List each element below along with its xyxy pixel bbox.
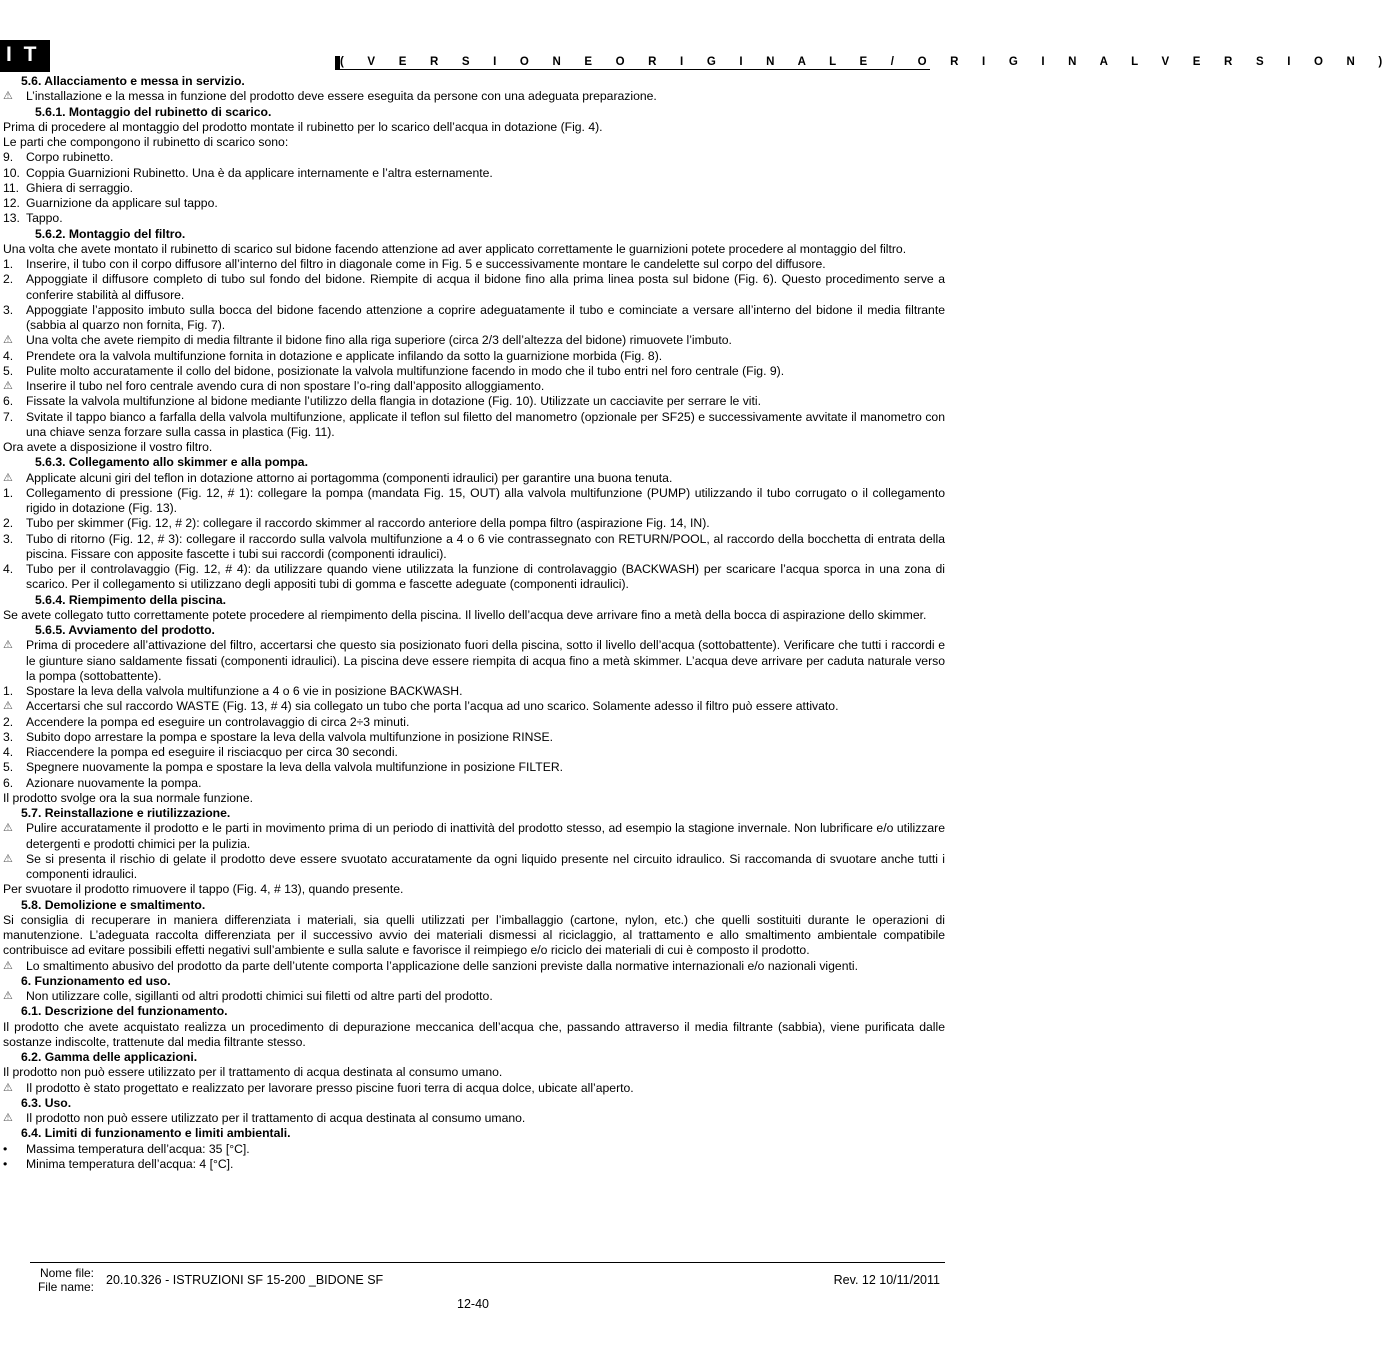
- list-item: 13. Tappo.: [3, 211, 63, 226]
- version-label: ( V E R S I O N E O R I G I N A L E / O R I G I N A L V E R S I O N ): [340, 56, 1393, 68]
- paragraph: Prima di procedere al montaggio del prodotto montate il rubinetto per lo scarico dell’acqua in dotazione (Fig. 4).: [3, 119, 603, 134]
- warning-item: ⚠ Una volta che avete riempito di media filtrante il bidone fino alla riga superiore (circa 2/3 dell’altezza del bidone) rimuovete l’imbuto.: [3, 333, 732, 348]
- list-item: 3. Appoggiate l’apposito imbuto sulla bocca del bidone facendo attenzione a coprire adeguatamente il tubo e cominciate a versare all’interno del bidone il media filtrante (sabbia al quarzo non fornita, Fig. 7).: [3, 302, 945, 332]
- revision: Rev. 12 10/11/2011: [833, 1273, 940, 1287]
- list-item: 2. Accendere la pompa ed eseguire un controlavaggio di circa 2÷3 minuti.: [3, 714, 410, 729]
- subsection-heading: 5.6.3. Collegamento allo skimmer e alla pompa.: [35, 455, 308, 470]
- warning-item: ⚠ L’installazione e la messa in funzione del prodotto deve essere eseguita da persone con una adeguata preparazione.: [3, 89, 657, 104]
- bullet-icon: •: [3, 1141, 8, 1156]
- list-item: 10. Coppia Guarnizioni Rubinetto. Una è da applicare internamente e l’altra esternamente.: [3, 165, 493, 180]
- warning-item: ⚠ Inserire il tubo nel foro centrale avendo cura di non spostare l’o-ring dall’apposito alloggiamento.: [3, 379, 545, 393]
- section-heading: 5.7. Reinstallazione e riutilizzazione.: [21, 806, 231, 820]
- document-body: [3, 74, 945, 1172]
- warning-triangle-icon: ⚠: [3, 822, 13, 835]
- subsection-heading: 5.6.1. Montaggio del rubinetto di scarico.: [35, 104, 272, 119]
- subsection-heading: 5.6.4. Riempimento della piscina.: [35, 592, 227, 607]
- list-item: 6. Azionare nuovamente la pompa.: [3, 775, 202, 790]
- list-item: 5. Pulite molto accuratamente il collo del bidone, posizionate la valvola multifunzione facendo in modo che il tubo entri nel foro centrale (Fig. 9).: [3, 363, 785, 378]
- warning-item: ⚠ Lo smaltimento abusivo del prodotto da parte dell’utente comporta l’applicazione delle sanzioni previste dalla normative internazionali e/o nazionali vigenti.: [3, 958, 858, 973]
- warning-item: ⚠ Il prodotto non può essere utilizzato per il trattamento di acqua destinata al consumo umano.: [3, 1111, 526, 1125]
- list-item: 2. Appoggiate il diffusore completo di tubo sul fondo del bidone. Riempite di acqua il bidone fino alla prima linea posta sul bidone (Fig. 6). Questo procedimento serve a conferire stabilità al diffusore.: [3, 272, 945, 302]
- list-item: 7. Svitate il tappo bianco a farfalla della valvola multifunzione, applicate il teflon sul filetto del manometro (opzionale per SF25) e successivamente avvitate il manometro con una chiave senza forzare sulla cassa in plastica (Fig. 11).: [3, 409, 945, 439]
- warning-triangle-icon: ⚠: [3, 1081, 13, 1094]
- list-item: 6. Fissate la valvola multifunzione al bidone mediante l’utilizzo della flangia in dotazione (Fig. 10). Utilizzate un cacciavite per serrare le viti.: [3, 394, 761, 409]
- filename-label-it: Nome file:: [39, 1266, 94, 1280]
- section-heading: 6.3. Uso.: [21, 1095, 72, 1110]
- warning-item: ⚠ Pulire accuratamente il prodotto e le parti in movimento prima di un periodo di inattività del prodotto stesso, ad esempio la stagione invernale. Non lubrificare e/o utilizzare detergenti e prodotti chimici per la pulizia.: [3, 821, 945, 851]
- warning-triangle-icon: ⚠: [3, 90, 13, 103]
- filename: 20.10.326 - ISTRUZIONI SF 15-200 _BIDONE SF: [106, 1273, 384, 1287]
- warning-item: ⚠ Se si presenta il rischio di gelate il prodotto deve essere svuotato accuratamente da ogni liquido presente nel circuito idraulico. Si raccomanda di svuotare anche tutti i componenti idraulici.: [3, 851, 945, 881]
- list-item: 3. Tubo di ritorno (Fig. 12, # 3): collegare il raccordo sulla valvola multifunzione a 4 o 6 vie contrassegnato con RETURN/POOL, al raccordo della bocchetta di entrata della piscina. Fissare con apposite fascette i tubi sui raccordi (componenti idraulici).: [3, 531, 945, 561]
- page-number: 12-40: [457, 1297, 489, 1311]
- section-heading: 6. Funzionamento ed uso.: [21, 973, 171, 988]
- list-item: 4. Prendete ora la valvola multifunzione fornita in dotazione e applicate infilando da sotto la guarnizione morbida (Fig. 8).: [3, 348, 663, 363]
- list-item: 2. Tubo per skimmer (Fig. 12, # 2): collegare il raccordo skimmer al raccordo anteriore della pompa filtro (aspirazione Fig. 14, IN).: [3, 516, 710, 531]
- list-item: 4. Tubo per il controlavaggio (Fig. 12, # 4): da utilizzare quando viene utilizzata la funzione di controlavaggio (BACKWASH) per scaricare l’acqua sporca in una zona di scarico. Per il collegamento si utilizzano degli appositi tubi di gomma e fascette adeguate (componenti idraulici).: [3, 562, 945, 592]
- paragraph: Il prodotto che avete acquistato realizza un procedimento di depurazione meccanica dell’acqua che, passando attraverso il media filtrante (sabbia), viene purificata dalle sostanze indiscolte, trattenute dal media filtrante stesso.: [3, 1019, 945, 1049]
- list-item: 4. Riaccendere la pompa ed eseguire il risciacquo per circa 30 secondi.: [3, 745, 398, 759]
- list-item: 5. Spegnere nuovamente la pompa e spostare la leva della valvola multifunzione in posizione FILTER.: [3, 760, 564, 775]
- bullet-item: • Massima temperatura dell’acqua: 35 [°C].: [3, 1141, 250, 1156]
- list-item: 12. Guarnizione da applicare sul tappo.: [3, 196, 218, 210]
- section-heading: 6.2. Gamma delle applicazioni.: [21, 1050, 198, 1064]
- list-item: 1. Spostare la leva della valvola multifunzione a 4 o 6 vie in posizione BACKWASH.: [3, 684, 463, 698]
- footer-divider: [30, 1262, 945, 1263]
- warning-triangle-icon: ⚠: [3, 334, 13, 347]
- paragraph: Per svuotare il prodotto rimuovere il tappo (Fig. 4, # 13), quando presente.: [3, 882, 404, 897]
- warning-item: ⚠ Applicate alcuni giri del teflon in dotazione attorno ai portagomma (componenti idraulici) per garantire una buona tenuta.: [3, 470, 673, 485]
- subsection-heading: 5.6.5. Avviamento del prodotto.: [35, 623, 215, 637]
- warning-item: ⚠ Il prodotto è stato progettato e realizzato per lavorare presso piscine fuori terra di acqua dolce, ubicate all’aperto.: [3, 1080, 634, 1095]
- list-item: 1. Inserire, il tubo con il corpo diffusore all’interno del filtro in diagonale come in Fig. 5 e successivamente montare le candelette sul corpo del diffusore.: [3, 257, 826, 271]
- section-heading: 6.1. Descrizione del funzionamento.: [21, 1004, 228, 1019]
- list-item: 9. Corpo rubinetto.: [3, 150, 114, 165]
- paragraph: Ora avete a disposizione il vostro filtro.: [3, 440, 213, 454]
- page-header: [0, 40, 1393, 72]
- warning-triangle-icon: ⚠: [3, 852, 13, 865]
- language-badge: I T: [0, 40, 50, 72]
- section-heading: 6.4. Limiti di funzionamento e limiti ambientali.: [21, 1126, 291, 1141]
- warning-triangle-icon: ⚠: [3, 1112, 13, 1124]
- paragraph: Se avete collegato tutto correttamente potete procedere al riempimento della piscina. Il livello dell’acqua deve arrivare fino a metà della bocca di aspirazione dello skimmer.: [3, 607, 927, 622]
- list-item: 11. Ghiera di serraggio.: [3, 180, 134, 195]
- section-heading: 5.8. Demolizione e smaltimento.: [21, 897, 206, 912]
- section-heading: 5.6. Allacciamento e messa in servizio.: [21, 74, 245, 88]
- subsection-heading: 5.6.2. Montaggio del filtro.: [35, 226, 186, 241]
- warning-triangle-icon: ⚠: [3, 639, 13, 652]
- paragraph: Le parti che compongono il rubinetto di scarico sono:: [3, 135, 289, 149]
- bullet-icon: •: [3, 1156, 8, 1171]
- warning-item: ⚠ Accertarsi che sul raccordo WASTE (Fig. 13, # 4) sia collegato un tubo che porta l’acqua ad uno scarico. Solamente adesso il filtro può essere attivato.: [3, 699, 839, 714]
- warning-triangle-icon: ⚠: [3, 990, 13, 1002]
- bullet-item: • Minima temperatura dell’acqua: 4 [°C].: [3, 1156, 234, 1171]
- warning-triangle-icon: ⚠: [3, 959, 13, 972]
- warning-triangle-icon: ⚠: [3, 380, 13, 392]
- warning-triangle-icon: ⚠: [3, 471, 13, 484]
- paragraph: Il prodotto non può essere utilizzato per il trattamento di acqua destinata al consumo umano.: [3, 1065, 503, 1080]
- warning-triangle-icon: ⚠: [3, 700, 13, 713]
- footer-labels: [32, 1266, 94, 1294]
- list-item: 3. Subito dopo arrestare la pompa e spostare la leva della valvola multifunzione in posizione RINSE.: [3, 729, 554, 744]
- filename-label-en: File name:: [37, 1280, 94, 1294]
- warning-item: ⚠ Non utilizzare colle, sigillanti od altri prodotti chimici sui filetti od altre parti del prodotto.: [3, 989, 493, 1003]
- paragraph: Si consiglia di recuperare in maniera differenziata i materiali, sia quelli utilizzati per l’imballaggio (cartone, nylon, etc.) che quelli sostituiti durante le operazioni di manutenzione. L’adeguata raccolta differenziata per il successivo avvio dei materiali dismessi al riciclaggio, al trattamento e allo smaltimento ambientale compatibile contribuisce ad evitare possibili effetti negativi sull’ambiente e sulla salute e favorisce il reimpiego e/o riciclo dei materiali di cui è composto il prodotto.: [3, 912, 945, 958]
- paragraph: Una volta che avete montato il rubinetto di scarico sul bidone facendo attenzione ad aver applicato correttamente le guarnizioni potete procedere al montaggio del filtro.: [3, 241, 907, 256]
- warning-item: ⚠ Prima di procedere all’attivazione del filtro, accertarsi che questo sia posizionato fuori della piscina, sotto il livello dell’acqua (sottobattente). Verificare che tutti i raccordi e le giunture siano saldamente fissati (componenti idraulici). La piscina deve essere riempita di acqua fino a metà skimmer. L’acqua deve arrivare per caduta naturale verso la pompa (sottobattente).: [3, 638, 945, 683]
- paragraph: Il prodotto svolge ora la sua normale funzione.: [3, 790, 253, 805]
- list-item: 1. Collegamento di pressione (Fig. 12, # 1): collegare la pompa (mandata Fig. 15, OUT) alla valvola multifunzione (PUMP) utilizzando il tubo corrugato o il collegamento rigido in dotazione (Fig. 13).: [3, 485, 945, 515]
